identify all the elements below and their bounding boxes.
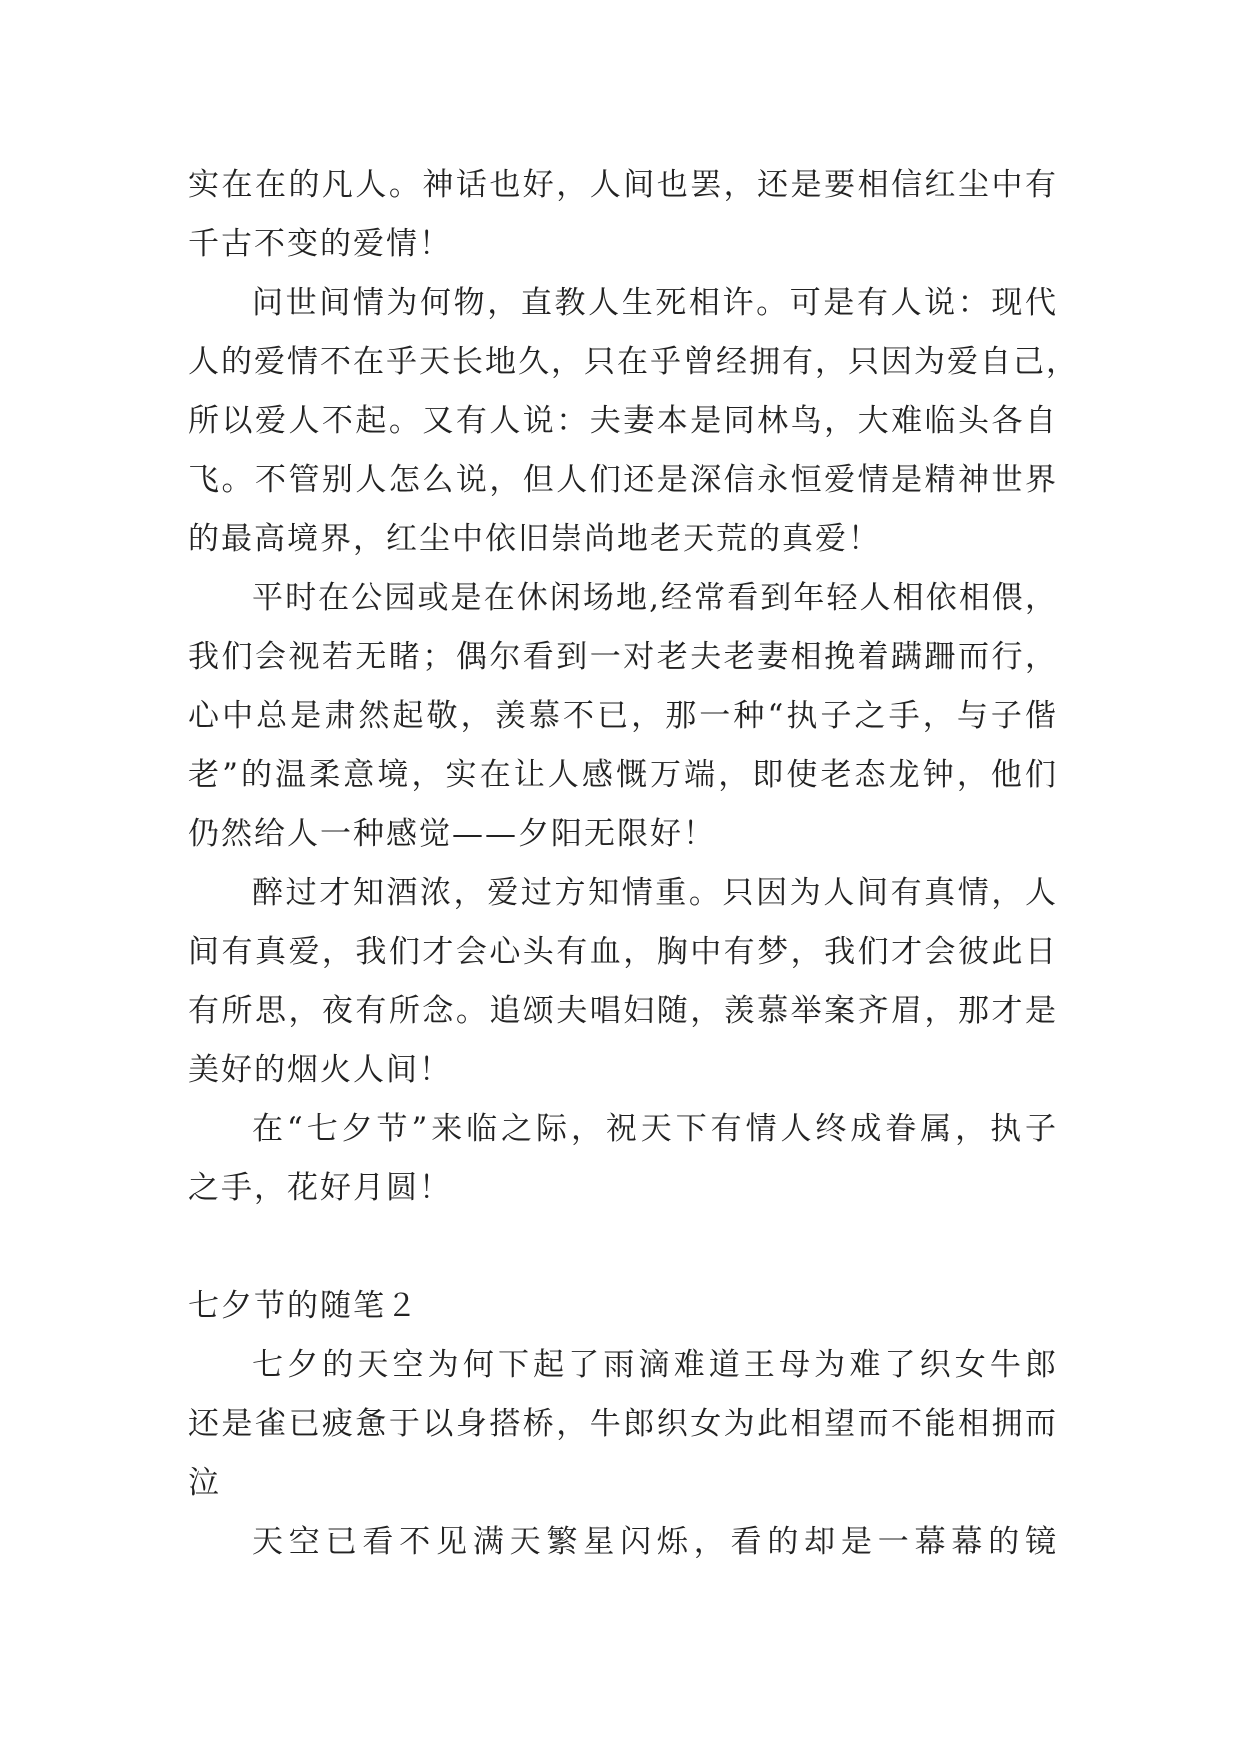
text-line: 所以爱人不起。又有人说：夫妻本是同林鸟，大难临头各自 bbox=[188, 403, 1058, 439]
text-line: 老”的温柔意境，实在让人感慨万端，即使老态龙钟，他们 bbox=[188, 757, 1058, 793]
text-line: 醉过才知酒浓，爱过方知情重。只因为人间有真情，人 bbox=[252, 875, 1058, 911]
text-line: 有所思，夜有所念。追颂夫唱妇随，羡慕举案齐眉，那才是 bbox=[188, 993, 1058, 1029]
text-line: 仍然给人一种感觉——夕阳无限好！ bbox=[188, 816, 716, 852]
text-line: 天空已看不见满天繁星闪烁，看的却是一幕幕的镜 bbox=[252, 1524, 1058, 1560]
paragraph bbox=[188, 1336, 1058, 1513]
text-line: 千古不变的爱情！ bbox=[188, 226, 452, 262]
paragraph bbox=[188, 156, 1058, 274]
text-line: 我们会视若无睹；偶尔看到一对老夫老妻相挽着蹒跚而行， bbox=[188, 639, 1058, 675]
text-line: 之手，花好月圆！ bbox=[188, 1170, 452, 1206]
paragraph bbox=[188, 569, 1058, 864]
text-line: 还是雀已疲惫于以身搭桥，牛郎织女为此相望而不能相拥而 bbox=[188, 1406, 1058, 1442]
paragraph bbox=[188, 1100, 1058, 1218]
text-line: 人的爱情不在乎天长地久，只在乎曾经拥有，只因为爱自己， bbox=[188, 344, 1079, 380]
paragraph bbox=[188, 1513, 1058, 1572]
document-body bbox=[188, 156, 1079, 1572]
text-line: 实在在的凡人。神话也好，人间也罢，还是要相信红尘中有 bbox=[188, 167, 1058, 203]
text-line: 的最高境界，红尘中依旧崇尚地老天荒的真爱！ bbox=[188, 521, 881, 557]
text-line: 问世间情为何物，直教人生死相许。可是有人说：现代 bbox=[252, 285, 1058, 321]
paragraph bbox=[188, 864, 1058, 1100]
text-line: 七夕的天空为何下起了雨滴难道王母为难了织女牛郎 bbox=[252, 1347, 1058, 1383]
text-line: 在“七夕节”来临之际，祝天下有情人终成眷属，执子 bbox=[252, 1111, 1058, 1147]
blank-line bbox=[188, 1218, 1058, 1277]
paragraph bbox=[188, 274, 1079, 569]
section-title: 七夕节的随笔２ bbox=[188, 1288, 419, 1324]
text-line: 间有真爱，我们才会心头有血，胸中有梦，我们才会彼此日 bbox=[188, 934, 1058, 970]
text-line: 美好的烟火人间！ bbox=[188, 1052, 452, 1088]
text-line: 平时在公园或是在休闲场地,经常看到年轻人相依相偎， bbox=[252, 580, 1058, 616]
text-line: 心中总是肃然起敬，羡慕不已，那一种“执子之手，与子偕 bbox=[188, 698, 1058, 734]
text-line: 飞。不管别人怎么说，但人们还是深信永恒爱情是精神世界 bbox=[188, 462, 1058, 498]
text-line: 泣 bbox=[188, 1465, 221, 1501]
